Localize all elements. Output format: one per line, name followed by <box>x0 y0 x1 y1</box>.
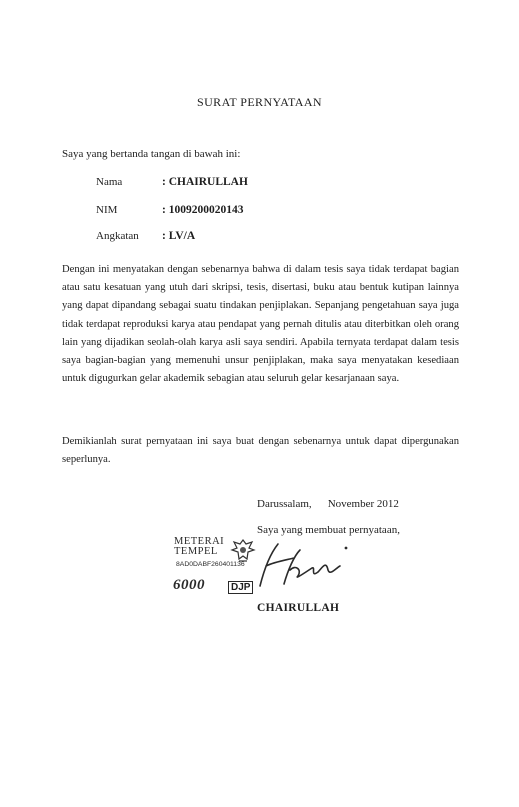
field-value: : LV/A <box>162 230 196 242</box>
date: November 2012 <box>327 498 399 510</box>
place: Darussalam, <box>257 498 312 510</box>
stamp-issuer: DJP <box>228 581 253 594</box>
field-value: : CHAIRULLAH <box>162 176 248 188</box>
field-nama <box>96 176 248 188</box>
field-value: : 1009200020143 <box>162 204 244 216</box>
statement-paragraph: Dengan ini menyatakan dengan sebenarnya bahwa di dalam tesis saya tidak terdapat bagian atau satu kesatuan yang utuh dari skripsi, tesis, disertasi, buku atau bentuk kutipan lainnya yang dapat dipandang sebagai suatu tindakan penjiplakan. Sepanjang pengetahuan saya juga tidak terdapat reproduksi karya atau pendapat yang pernah ditulis atau diterbitkan oleh orang lain yang dijadikan seolah-olah karya asli saya sendiri. Apabila ternyata terdapat dalam tesis saya bagian-bagian yang memenuhi unsur penjiplakan, maka saya menyatakan kesediaan untuk digugurkan gelar akademik sebagian atau seluruh gelar kesarjanaan saya. <box>62 264 459 385</box>
signer-line: Saya yang membuat pernyataan, <box>257 524 400 536</box>
stamp-title-line1: METERAI <box>174 536 225 547</box>
stamp-value: 6000 <box>173 577 205 593</box>
stamp-title <box>174 537 224 557</box>
signer-name: CHAIRULLAH <box>257 602 340 614</box>
place-date <box>257 498 399 510</box>
stamp-title-line2: TEMPEL <box>174 546 218 557</box>
intro-text: Saya yang bertanda tangan di bawah ini: <box>62 148 241 160</box>
field-label: NIM <box>96 204 118 216</box>
field-nim <box>96 204 244 216</box>
document-title: SURAT PERNYATAAN <box>197 95 322 109</box>
stamp-serial: 8AD0DABF260401136 <box>176 561 245 568</box>
field-angkatan <box>96 230 196 242</box>
closing-paragraph: Demikianlah surat pernyataan ini saya buat dengan sebenarnya untuk dapat dipergunakan seperlunya. <box>62 436 459 466</box>
field-label: Angkatan <box>96 230 139 242</box>
field-label: Nama <box>96 176 123 188</box>
handwritten-signature <box>240 540 360 592</box>
